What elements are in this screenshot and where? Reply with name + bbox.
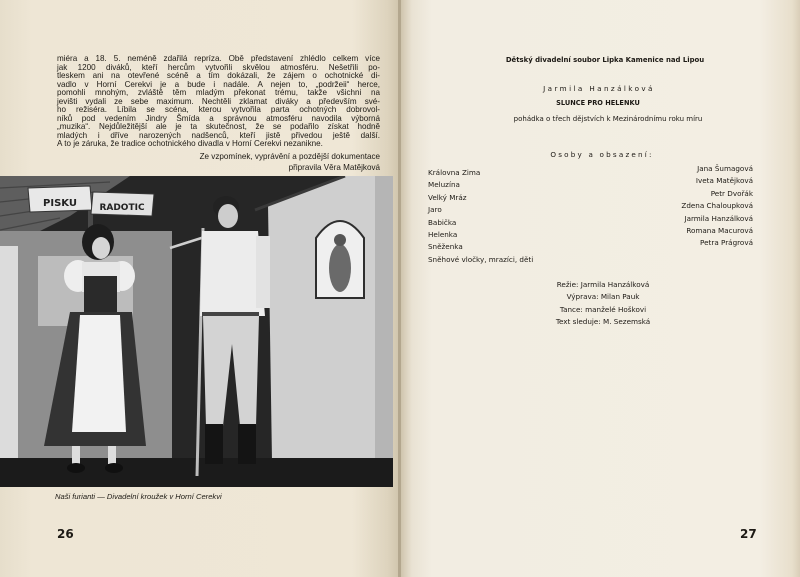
role-item: Sněženka <box>428 242 463 252</box>
actor-item: Iveta Matějková <box>695 176 753 186</box>
actress-face <box>92 237 110 259</box>
actor-item: Petr Dvořák <box>710 188 753 198</box>
actress-bodice <box>84 276 117 316</box>
ensemble-name: Dětský divadelní soubor Lipka Kamenice nad Lipou <box>505 56 705 64</box>
photo-caption: Naši furianti — Divadelní kroužek v Horní Cerekvi <box>55 492 222 501</box>
actor-item: Zdena Chaloupková <box>681 201 753 211</box>
paragraph-line: jak 1200 diváků, kteří hercům vytvořili skvělou atmosféru. Nešetřili po- <box>57 62 380 72</box>
right-wall-shadow <box>375 176 393 461</box>
niche-painting-head <box>334 234 346 246</box>
page-number-left: 26 <box>57 527 74 541</box>
paragraph-line: A to je záruka, že tradice ochotnického divadla v Horní Cerekvi nezanikne. <box>57 139 323 149</box>
paragraph-line: ho režiséra. Líbila se scéna, kterou vytvořila parta ochotných dobrovol- <box>57 105 380 115</box>
role-item: Velký Mráz <box>428 192 467 202</box>
crew-item: Režie: Jarmila Hanzálková <box>556 280 650 289</box>
paragraph-line: níků pod vedením Jindry Šmída a správnou atmosféru navodila výborná <box>57 113 380 123</box>
stage-photo <box>0 176 393 487</box>
paragraph-line: mladých i dříve narozených nadšenců, kteří jistě přivedou ještě další. <box>57 130 380 140</box>
play-subtitle: pohádka o třech dějstvích k Mezinárodnímu roku míru <box>513 115 703 123</box>
door-frame <box>0 246 18 461</box>
sign-left-text: PISKU <box>43 198 77 209</box>
signature-line: Ze vzpomínek, vyprávění a pozdější dokumentace <box>199 152 380 161</box>
paragraph-line: miéra a 18. 5. neméně zdařilá repríza. Obě představení zhlédlo celkem více <box>57 54 380 63</box>
actor-item: Jana Šumagová <box>697 164 753 173</box>
crew-item: Tance: manželé Hoškovi <box>559 304 647 314</box>
crew-list <box>503 278 703 328</box>
paragraph-line: „muzika“. Nejdůležitější ale je ta skutečnost, že se podařilo získat hodně <box>57 122 380 132</box>
paragraph-line: tleskem ani na otevřené scéně a tím dokázali, že zájem o ochotnické di- <box>57 71 380 81</box>
page-fold <box>398 0 401 577</box>
actress-apron <box>72 315 126 432</box>
actor-left-boot <box>205 424 223 464</box>
actress-right-shoe <box>105 463 123 473</box>
actor-face <box>218 204 238 228</box>
actress-right-leg <box>108 446 116 464</box>
play-title: SLUNCE PRO HELENKU <box>556 99 640 107</box>
actor-list <box>600 163 753 250</box>
actor-right-boot <box>238 424 256 464</box>
actor-item: Romana Macurová <box>686 225 753 235</box>
crew-item: Text sleduje: M. Sezemská <box>555 317 651 327</box>
stage-photo-image <box>0 176 393 487</box>
role-item: Helenka <box>428 229 458 239</box>
article-paragraph <box>57 55 380 149</box>
signature-line: připravila Věra Matějková <box>288 163 380 172</box>
right-house-wall <box>268 176 393 461</box>
niche-painting-figure <box>329 244 351 292</box>
role-item: Sněhové vločky, mrazíci, děti <box>428 254 534 264</box>
actor-item: Petra Prágrová <box>700 238 753 248</box>
role-item: Jaro <box>428 205 442 215</box>
cast-heading: Osoby a obsazení: <box>550 150 654 159</box>
role-item: Meluzína <box>428 180 460 190</box>
author-signature <box>57 151 380 173</box>
actor-item: Jarmila Hanzálková <box>684 213 753 223</box>
sign-right-text: RADOTIC <box>99 203 145 213</box>
paragraph-line: jevišti vydali ze sebe maximum. Nechtěli zklamat diváky a především své- <box>57 96 380 106</box>
right-page <box>400 0 800 577</box>
actor-shirt <box>200 231 265 316</box>
paragraph-line: vadlo v Horní Cerekvi je a bude i nadále. A nejen to, „podržeii“ herce, <box>57 79 380 89</box>
actor-right-arm <box>256 236 270 308</box>
role-item: Babička <box>428 217 457 227</box>
crew-item: Výprava: Milan Pauk <box>566 292 640 302</box>
role-list <box>428 167 588 266</box>
page-number-right: 27 <box>740 527 757 541</box>
actress-left-shoe <box>67 463 85 473</box>
paragraph-line: pomohli mnohým, zvláště těm mladým překonat trému, takže všichni na <box>57 88 380 98</box>
play-author: Jarmila Hanzálková <box>543 84 655 93</box>
role-item: Královna Zima <box>428 168 481 177</box>
actress-left-leg <box>72 446 80 464</box>
